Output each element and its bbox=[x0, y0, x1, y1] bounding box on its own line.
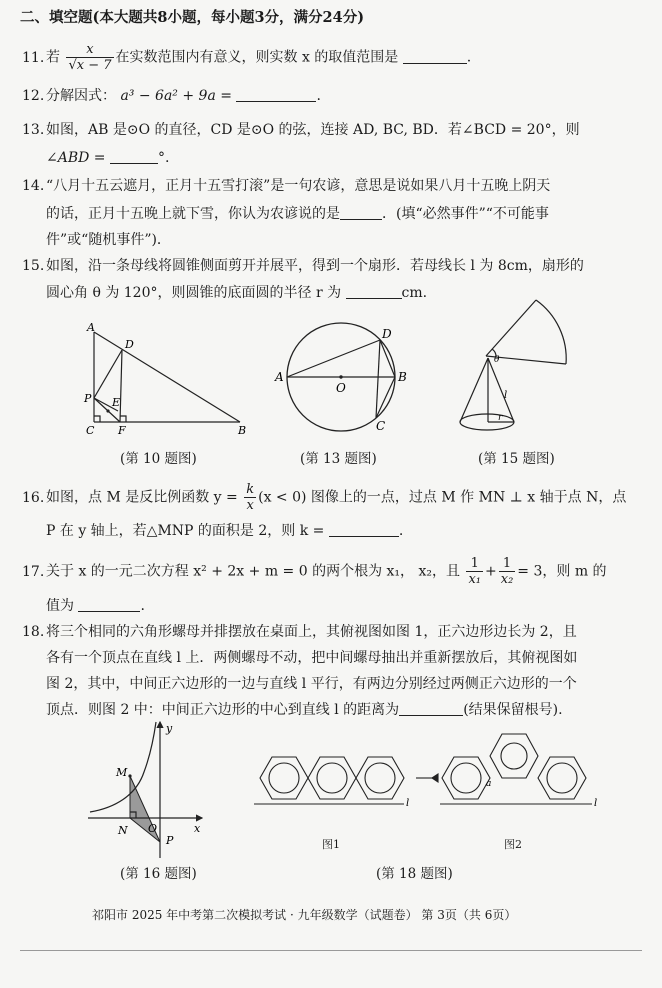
f10-label-c: C bbox=[86, 424, 95, 437]
figure-15 bbox=[448, 298, 578, 444]
q15-line2b: cm. bbox=[401, 285, 428, 301]
f16-label-o: O bbox=[148, 822, 158, 835]
question-12 bbox=[22, 86, 321, 106]
figure-13 bbox=[272, 316, 418, 434]
q18-number: 18. bbox=[22, 624, 45, 640]
f10-label-e: E bbox=[112, 396, 121, 409]
q12-end: . bbox=[316, 88, 321, 104]
q17-answer-blank[interactable] bbox=[78, 597, 140, 612]
question-18 bbox=[22, 622, 577, 642]
f13-label-a: A bbox=[275, 370, 284, 384]
question-18-line3: 图 2，其中，中间正六边形的一边与直线 l 平行，有两边分别经过两侧正六边形的一个 bbox=[46, 676, 577, 692]
q14-answer-blank[interactable] bbox=[340, 205, 382, 220]
figure-16 bbox=[84, 716, 214, 860]
q18-line4a: 顶点．则图 2 中：中间正六边形的中心到直线 l 的距离为 bbox=[46, 702, 400, 718]
q11-end: . bbox=[466, 49, 472, 66]
question-13 bbox=[22, 120, 580, 140]
q16-frac-num: k bbox=[246, 482, 255, 497]
question-16 bbox=[22, 482, 626, 513]
f13-label-b: B bbox=[398, 370, 407, 384]
question-17 bbox=[22, 556, 607, 587]
caption-fig18-2: 图2 bbox=[504, 838, 522, 851]
figure-18 bbox=[248, 722, 608, 822]
f15-label-r: r bbox=[498, 413, 503, 423]
q12-answer-blank[interactable] bbox=[236, 87, 316, 102]
f15-label-l: l bbox=[504, 390, 508, 401]
q13-line2a: ∠ABD = bbox=[46, 150, 106, 166]
q14-line1: “八月十五云遮月，正月十五雪打滚”是一句农谚，意思是说如果八月十五晚上阴天 bbox=[46, 178, 551, 194]
q18-line1: 将三个相同的六角形螺母并排摆放在桌面上，其俯视图如图 1，正六边形边长为 2，且 bbox=[46, 624, 577, 640]
q13-answer-blank[interactable] bbox=[110, 149, 158, 164]
q15-number: 15. bbox=[22, 258, 45, 274]
q16-answer-blank[interactable] bbox=[329, 522, 399, 537]
q12-text: 分解因式： bbox=[46, 88, 116, 104]
caption-fig13: (第 13 题图) bbox=[300, 451, 377, 467]
q17-f2-den: x₂ bbox=[500, 572, 514, 587]
f16-label-m: M bbox=[116, 766, 128, 779]
q17-end: . bbox=[140, 598, 145, 614]
q11-number: 11. bbox=[22, 49, 45, 66]
question-14-line2 bbox=[46, 204, 549, 224]
f18-label-l2: l bbox=[594, 798, 598, 809]
q16-line1a: 如图，点 M 是反比例函数 y = bbox=[46, 489, 238, 506]
q13-line2b: °. bbox=[158, 150, 170, 166]
q16-number: 16. bbox=[22, 489, 45, 506]
f16-label-x: x bbox=[194, 822, 201, 835]
q17-fraction-1 bbox=[466, 556, 483, 587]
f13-label-c: C bbox=[376, 419, 386, 433]
f16-label-y: y bbox=[166, 722, 173, 735]
q11-frac-den: √x − 7 bbox=[68, 58, 112, 73]
q17-plus: + bbox=[485, 563, 497, 580]
f15-label-theta: θ bbox=[494, 355, 500, 365]
q12-number: 12. bbox=[22, 88, 45, 104]
q17-f1-den: x₁ bbox=[468, 572, 481, 587]
q14-line2b: ．(填“必然事件”“不可能事 bbox=[382, 206, 549, 222]
q16-frac-den: x bbox=[246, 498, 254, 513]
figure-10 bbox=[82, 318, 252, 440]
f10-label-d: D bbox=[125, 338, 134, 351]
q13-number: 13. bbox=[22, 122, 45, 138]
page-footer: 祁阳市 2025 年中考第二次模拟考试 · 九年级数学（试题卷） 第 3页（共 6页） bbox=[92, 908, 517, 922]
q17-line1a: 关于 x 的一元二次方程 x² + 2x + m = 0 的两个根为 x₁， x₂，且 bbox=[46, 563, 460, 580]
caption-fig10: (第 10 题图) bbox=[120, 451, 197, 467]
q17-f2-num: 1 bbox=[499, 556, 516, 572]
q16-line2b: . bbox=[398, 523, 404, 539]
q17-fraction-2 bbox=[499, 556, 516, 587]
q15-answer-blank[interactable] bbox=[346, 284, 402, 299]
f16-label-p: P bbox=[166, 834, 174, 847]
caption-fig15: (第 15 题图) bbox=[478, 451, 555, 467]
question-16-line2 bbox=[46, 521, 403, 541]
f13-label-o: O bbox=[336, 381, 346, 395]
q12-expression: a³ − 6a² + 9a = bbox=[120, 88, 232, 104]
question-18-line2: 各有一个顶点在直线 l 上．两侧螺母不动，把中间螺母抽出并重新摆放后，其俯视图如 bbox=[46, 650, 578, 666]
bottom-divider bbox=[20, 950, 642, 951]
caption-fig18-1: 图1 bbox=[322, 838, 340, 851]
f18-label-l1: l bbox=[406, 798, 410, 809]
q17-line1b: = 3，则 m 的 bbox=[517, 563, 607, 580]
q11-answer-blank[interactable] bbox=[403, 49, 467, 64]
q13-line1: 如图，AB 是⊙O 的直径，CD 是⊙O 的弦，连接 AD, BC, BD．若∠BCD = 20°，则 bbox=[46, 122, 580, 138]
caption-fig16: (第 16 题图) bbox=[120, 866, 197, 882]
q18-answer-blank[interactable] bbox=[399, 701, 463, 716]
q14-line2a: 的话，正月十五晚上就下雪，你认为农谚说的是 bbox=[46, 206, 340, 222]
q17-f1-num: 1 bbox=[466, 556, 483, 572]
question-15 bbox=[22, 256, 584, 276]
question-17-line2 bbox=[46, 596, 145, 616]
f10-label-a: A bbox=[87, 321, 95, 334]
q17-number: 17. bbox=[22, 563, 45, 580]
q11-fraction bbox=[66, 42, 113, 73]
f18-label-a: a bbox=[486, 779, 492, 789]
q16-line2a: P 在 y 轴上，若△MNP 的面积是 2，则 k = bbox=[46, 523, 325, 539]
f10-label-p: P bbox=[84, 392, 92, 405]
caption-fig18: (第 18 题图) bbox=[376, 866, 453, 882]
q17-line2: 值为 bbox=[46, 598, 74, 614]
q14-number: 14. bbox=[22, 178, 45, 194]
question-11 bbox=[22, 42, 471, 73]
section-header: 二、填空题(本大题共8小题，每小题3分，满分24分) bbox=[20, 9, 365, 26]
f13-label-d: D bbox=[382, 327, 392, 341]
q15-line2a: 圆心角 θ 为 120°，则圆锥的底面圆的半径 r 为 bbox=[46, 285, 342, 301]
q15-line1: 如图，沿一条母线将圆锥侧面剪开并展平，得到一个扇形．若母线长 l 为 8cm，扇形的 bbox=[46, 258, 584, 274]
question-15-line2 bbox=[46, 283, 427, 303]
q18-line4b: (结果保留根号). bbox=[463, 702, 563, 718]
q11-pre: 若 bbox=[46, 49, 60, 66]
q16-line1b: (x < 0) 图像上的一点，过点 M 作 MN ⊥ x 轴于点 N，点 bbox=[258, 489, 627, 506]
q11-frac-num: x bbox=[66, 42, 113, 58]
question-14 bbox=[22, 176, 550, 196]
question-13-line2 bbox=[46, 148, 169, 168]
f16-label-n: N bbox=[118, 824, 128, 837]
question-14-line3: 件”或“随机事件”)． bbox=[46, 232, 171, 248]
q11-post: 在实数范围内有意义，则实数 x 的取值范围是 bbox=[115, 49, 399, 66]
f10-label-b: B bbox=[238, 424, 247, 437]
q16-fraction bbox=[244, 482, 256, 513]
f10-label-f: F bbox=[118, 424, 126, 437]
